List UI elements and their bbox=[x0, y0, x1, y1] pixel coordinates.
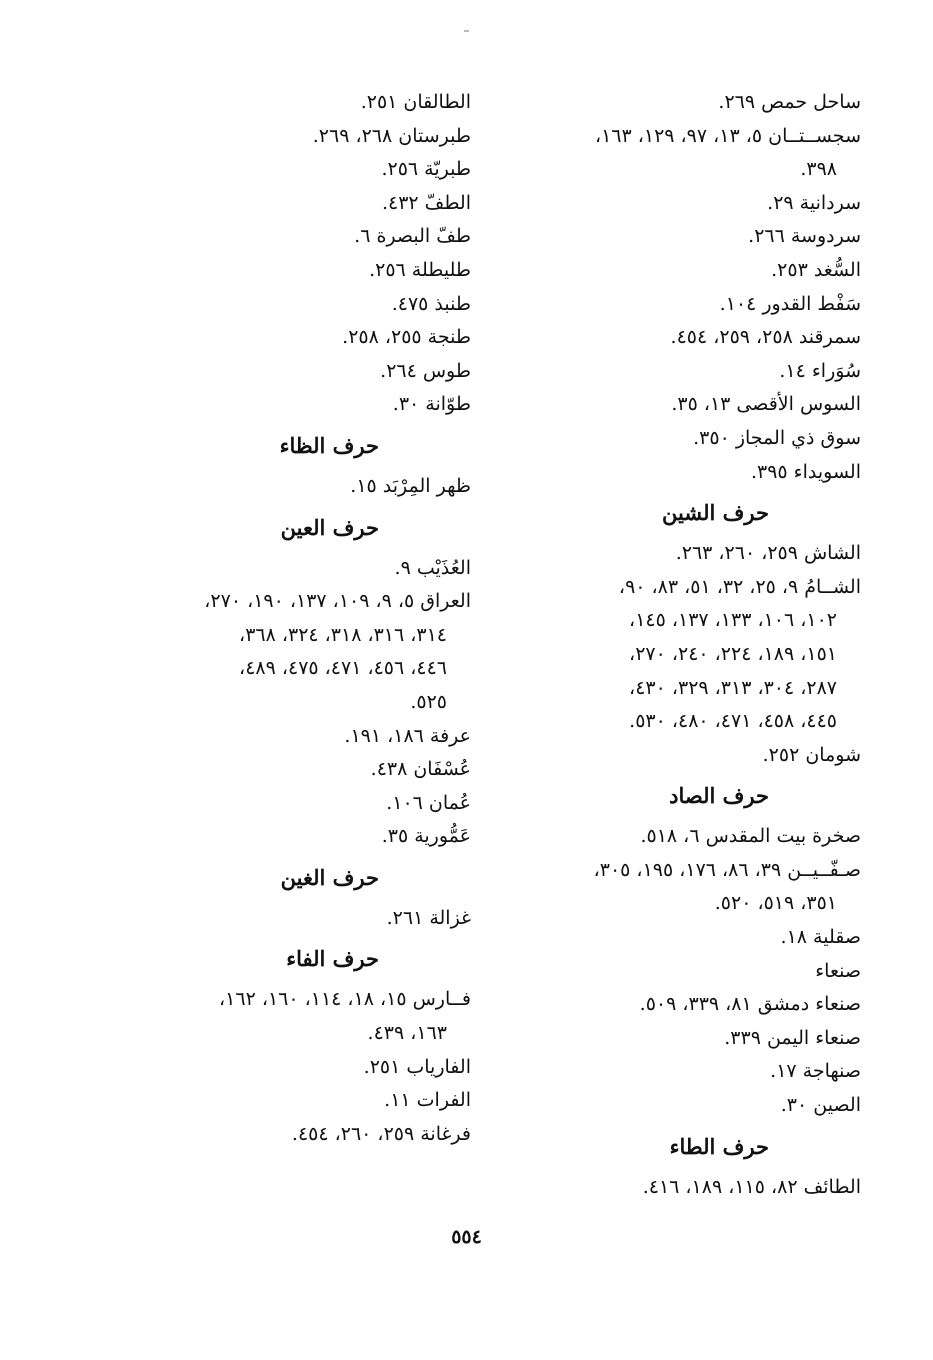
index-entry bbox=[116, 902, 471, 936]
entry-text: السُّغد ٢٥٣. bbox=[771, 258, 861, 281]
index-entry bbox=[116, 470, 471, 504]
index-entry bbox=[516, 1022, 861, 1056]
index-entry bbox=[116, 321, 471, 355]
entry-continuation: ٥٢٥. bbox=[410, 690, 447, 713]
entry-text: طبريّة ٢٥٦. bbox=[381, 158, 471, 181]
index-entry bbox=[116, 1051, 471, 1085]
letter-heading: حرف الغين bbox=[280, 864, 379, 890]
index-entry bbox=[116, 585, 471, 719]
index-entry bbox=[116, 753, 471, 787]
letter-heading: حرف الظاء bbox=[279, 432, 379, 458]
index-entry bbox=[516, 321, 861, 355]
index-entry bbox=[516, 988, 861, 1022]
entry-text: فــارس ١٥، ١٨، ١١٤، ١٦٠، ١٦٢، bbox=[219, 988, 471, 1011]
entry-text: طوّانة ٣٠. bbox=[392, 393, 471, 416]
entry-text: ساحل حمص ٢٦٩. bbox=[718, 91, 861, 113]
letter-heading: حرف العين bbox=[280, 514, 379, 540]
entry-text: سردوسة ٢٦٦. bbox=[748, 225, 861, 248]
entry-text: السويداء ٣٩٥. bbox=[750, 460, 861, 483]
entry-text: الطفّ ٤٣٢. bbox=[381, 191, 471, 214]
index-entry bbox=[116, 820, 471, 854]
entry-text: عُسْفَان ٤٣٨. bbox=[370, 758, 471, 781]
entry-text: غزالة ٢٦١. bbox=[386, 906, 471, 929]
entry-text: طنبذ ٤٧٥. bbox=[391, 292, 471, 315]
index-entry bbox=[116, 552, 471, 586]
entry-text: صقلية ١٨. bbox=[780, 926, 861, 949]
index-entry bbox=[116, 720, 471, 754]
entry-text: سجســتــان ٥، ١٣، ٩٧، ١٢٩، ١٦٣، bbox=[594, 124, 861, 147]
index-entry bbox=[116, 288, 471, 322]
entry-text: سوق ذي المجاز ٣٥٠. bbox=[693, 426, 861, 449]
entry-text: العُذَيْب ٩. bbox=[394, 556, 471, 579]
entry-text: صنعاء bbox=[815, 959, 861, 982]
entry-continuation: ٣٩٨. bbox=[800, 158, 837, 181]
index-entry bbox=[516, 388, 861, 422]
index-entry bbox=[516, 220, 861, 254]
entry-text: طفّ البصرة ٦. bbox=[354, 225, 471, 248]
entry-text: طنجة ٢٥٥، ٢٥٨. bbox=[342, 326, 471, 349]
entry-continuation: ١٠٢، ١٠٦، ١٣٣، ١٣٧، ١٤٥، bbox=[629, 609, 837, 632]
index-entry bbox=[516, 1171, 861, 1205]
entry-text: عرفة ١٨٦، ١٩١. bbox=[344, 724, 471, 747]
index-entry bbox=[116, 254, 471, 288]
index-entry bbox=[516, 456, 861, 490]
entry-text: طليطلة ٢٥٦. bbox=[369, 258, 471, 281]
letter-heading: حرف الطاء bbox=[669, 1133, 769, 1159]
index-entry bbox=[516, 854, 861, 921]
index-entry bbox=[116, 220, 471, 254]
index-entry bbox=[516, 288, 861, 322]
index-entry bbox=[516, 571, 861, 739]
entry-text: فرغانة ٢٥٩، ٢٦٠، ٤٥٤. bbox=[291, 1122, 471, 1145]
entry-text: الفرات ١١. bbox=[384, 1089, 471, 1112]
entry-text: الشاش ٢٥٩، ٢٦٠، ٢٦٣. bbox=[675, 542, 861, 565]
index-entry bbox=[516, 355, 861, 389]
index-entry bbox=[516, 120, 861, 187]
entry-text: طبرستان ٢٦٨، ٢٦٩. bbox=[312, 124, 471, 147]
entry-text: الشــامُ ٩، ٢٥، ٣٢، ٥١، ٨٣، ٩٠، bbox=[618, 575, 861, 598]
entry-text: الطالقان ٢٥١. bbox=[360, 91, 471, 113]
entry-text: سُوَراء ١٤. bbox=[779, 359, 861, 382]
index-entry bbox=[116, 86, 471, 120]
index-entry bbox=[116, 187, 471, 221]
entry-text: العراق ٥، ٩، ١٠٩، ١٣٧، ١٩٠، ٢٧٠، bbox=[204, 590, 471, 613]
index-entry bbox=[516, 187, 861, 221]
entry-continuation: ٣٥١، ٥١٩، ٥٢٠. bbox=[714, 892, 837, 915]
entry-continuation: ٤٤٦، ٤٥٦، ٤٧١، ٤٧٥، ٤٨٩، bbox=[239, 657, 447, 680]
entry-text: سمرقند ٢٥٨، ٢٥٩، ٤٥٤. bbox=[670, 326, 861, 349]
entry-continuation: ٢٨٧، ٣٠٤، ٣١٣، ٣٢٩، ٤٣٠، bbox=[629, 676, 837, 699]
entry-text: عُمان ١٠٦. bbox=[386, 791, 471, 814]
index-entry bbox=[516, 1089, 861, 1123]
letter-heading: حرف الفاء bbox=[286, 946, 379, 972]
index-column-right bbox=[516, 86, 861, 1204]
letter-heading: حرف الشين bbox=[662, 500, 769, 526]
index-entry bbox=[516, 86, 861, 120]
index-entry bbox=[516, 921, 861, 955]
entry-text: طوس ٢٦٤. bbox=[380, 359, 471, 382]
index-column-left bbox=[116, 86, 471, 1151]
entry-text: صخرة بيت المقدس ٦، ٥١٨. bbox=[640, 825, 861, 848]
entry-text: السوس الأقصى ١٣، ٣٥. bbox=[671, 393, 861, 416]
index-entry bbox=[516, 422, 861, 456]
index-entry bbox=[116, 1084, 471, 1118]
index-entry bbox=[516, 254, 861, 288]
index-entry bbox=[116, 388, 471, 422]
entry-text: صـفّــيــن ٣٩، ٨٦، ١٧٦، ١٩٥، ٣٠٥، bbox=[593, 858, 861, 881]
entry-text: شومان ٢٥٢. bbox=[762, 743, 861, 766]
entry-text: سَفْط القدور ١٠٤. bbox=[719, 292, 861, 315]
index-entry bbox=[116, 355, 471, 389]
index-entry bbox=[516, 955, 861, 989]
page-number: ٥٥٤ bbox=[451, 1226, 482, 1248]
entry-text: سردانية ٢٩. bbox=[767, 191, 861, 214]
index-entry bbox=[516, 537, 861, 571]
entry-continuation: ١٦٣، ٤٣٩. bbox=[367, 1022, 447, 1045]
entry-text: صنعاء دمشق ٨١، ٣٣٩، ٥٠٩. bbox=[639, 993, 861, 1016]
scan-mark bbox=[464, 30, 469, 32]
letter-heading: حرف الصاد bbox=[669, 783, 769, 809]
index-entry bbox=[516, 1055, 861, 1089]
entry-continuation: ١٥١، ١٨٩، ٢٢٤، ٢٤٠، ٢٧٠، bbox=[629, 642, 837, 665]
entry-text: ظهر المِرْبَد ١٥. bbox=[350, 474, 471, 497]
entry-text: الصين ٣٠. bbox=[780, 1094, 861, 1117]
entry-text: الفارياب ٢٥١. bbox=[363, 1055, 471, 1078]
index-entry bbox=[516, 739, 861, 773]
index-entry bbox=[116, 983, 471, 1050]
index-entry bbox=[116, 1118, 471, 1152]
entry-text: عَمُّورية ٣٥. bbox=[381, 825, 471, 848]
index-entry bbox=[516, 820, 861, 854]
entry-continuation: ٤٤٥، ٤٥٨، ٤٧١، ٤٨٠، ٥٣٠. bbox=[629, 710, 837, 733]
entry-text: صنعاء اليمن ٣٣٩. bbox=[724, 1026, 861, 1049]
index-entry bbox=[116, 120, 471, 154]
entry-text: صنهاجة ١٧. bbox=[770, 1060, 861, 1083]
entry-continuation: ٣١٤، ٣١٦، ٣١٨، ٣٢٤، ٣٦٨، bbox=[239, 623, 447, 646]
index-entry bbox=[116, 787, 471, 821]
entry-text: الطائف ٨٢، ١١٥، ١٨٩، ٤١٦. bbox=[642, 1175, 861, 1198]
index-entry bbox=[116, 153, 471, 187]
